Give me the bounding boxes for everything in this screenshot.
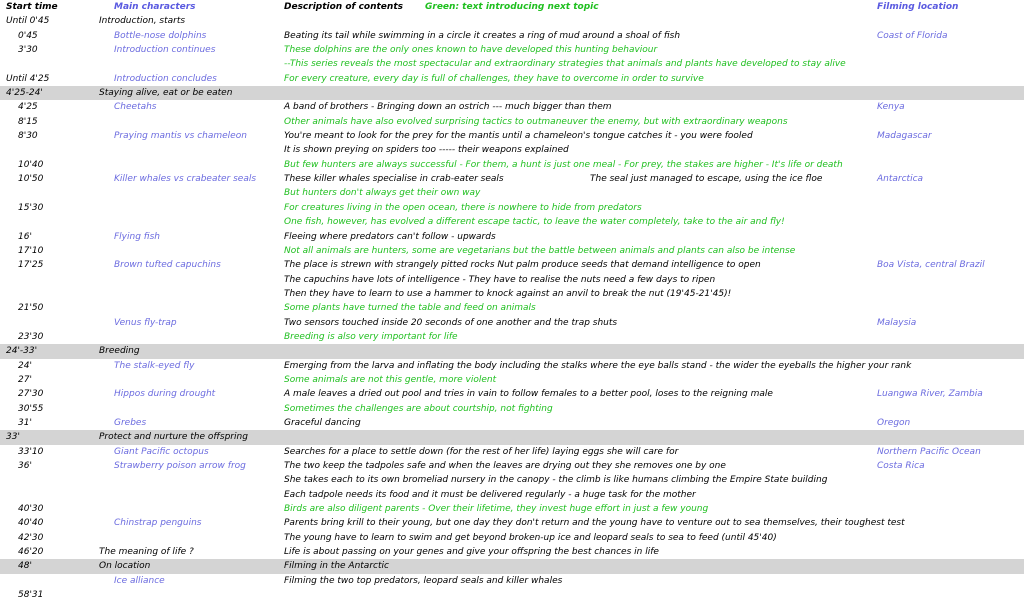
cell-description: Parents bring krill to their young, but one day they don't return and the young have to venture out to sea themselves, their toughest test [284,518,905,529]
cell-description: The place is strewn with strangely pitted rocks Nut palm produce seeds that demand intelligence to open [284,260,761,271]
cell-time: 15'30 [18,202,44,213]
cell-character: Introduction concludes [114,73,217,84]
table-row [0,273,1024,287]
cell-location: Madagascar [877,131,932,142]
cell-character: Giant Pacific octopus [114,446,209,457]
cell-character: Hippos during drought [114,389,216,400]
table-row [0,301,1024,315]
cell-description: It is shown preying on spiders too ----- their weapons explained [284,145,569,156]
cell-time: 4'25-24' [6,88,43,99]
cell-location: Costa Rica [877,461,925,471]
cell-location: Boa Vista, central Brazil [877,260,985,271]
table-row [0,387,1024,401]
cell-character: Introduction continues [114,45,216,56]
header-green-note: Green: text introducing next topic [425,2,599,12]
table-row [0,316,1024,330]
table-row [0,72,1024,86]
cell-time: 21'50 [18,303,44,314]
cell-character: Protect and nurture the offspring [99,432,248,443]
table-row [0,545,1024,559]
cell-time: 30'55 [18,403,44,414]
cell-location: Antarctica [877,174,924,185]
cell-time: 8'30 [18,131,38,142]
cell-description-extra: The seal just managed to escape, using the ice floe [590,174,823,185]
cell-description: Birds are also diligent parents - Over their lifetime, they invest huge effort in just a few young [284,504,709,515]
cell-character: Strawberry poison arrow frog [114,461,246,471]
table-row [0,100,1024,114]
table-row [0,172,1024,186]
cell-character: Brown tufted capuchins [114,260,221,271]
table-row [0,215,1024,229]
cell-description: The capuchins have lots of intelligence - They have to realise the nuts need a few days to ripen [284,274,716,285]
cell-character: Breeding [99,346,140,357]
cell-character: Grebes [114,417,147,428]
cell-location: Northern Pacific Ocean [877,446,981,457]
cell-description: --This series reveals the most spectacular and extraordinary strategies that animals and plants have developed to stay alive [284,59,846,70]
cell-time: 46'20 [18,547,44,558]
table-row [0,258,1024,272]
cell-character: Venus fly-trap [114,317,177,328]
header-time: Start time [6,2,58,12]
cell-time: 36' [18,461,32,471]
header-location: Filming location [877,2,959,12]
table-row [0,445,1024,459]
cell-description: But hunters don't always get their own way [284,188,481,199]
table-row [0,201,1024,215]
cell-time: 42'30 [18,532,44,543]
cell-description: The young have to learn to swim and get beyond broken-up ice and leopard seals to sea to feed (until 45'40) [284,532,777,543]
cell-location: Coast of Florida [877,30,948,41]
cell-description: Not all animals are hunters, some are vegetarians but the battle between animals and plants can also be intense [284,245,796,256]
table-row [0,373,1024,387]
cell-character: On location [99,561,151,572]
cell-time: 23'30 [18,331,44,342]
section-row [0,344,1024,358]
table-row [0,402,1024,416]
cell-time: 40'40 [18,518,44,529]
cell-time: 31' [18,417,32,428]
cell-time: 10'50 [18,174,44,185]
header-description: Description of contents [284,2,403,12]
cell-description: Some animals are not this gentle, more violent [284,374,497,385]
cell-description: Breeding is also very important for life [284,331,458,342]
cell-time: 16' [18,231,32,242]
cell-description: A band of brothers - Bringing down an ostrich --- much bigger than them [284,102,612,113]
table-row [0,287,1024,301]
cell-description: Each tadpole needs its food and it must be delivered regularly - a huge task for the mother [284,489,696,500]
cell-time: 3'30 [18,45,38,56]
table-row [0,574,1024,588]
cell-description: Sometimes the challenges are about courtship, not fighting [284,403,553,414]
table-row [0,57,1024,71]
cell-description: Some plants have turned the table and feed on animals [284,303,536,314]
cell-time: 8'15 [18,116,38,127]
cell-character: Chinstrap penguins [114,518,202,529]
cell-character: Cheetahs [114,102,157,113]
table-row [0,488,1024,502]
cell-time: 33'10 [18,446,44,457]
cell-character: Praying mantis vs chameleon [114,131,247,142]
cell-description: These killer whales specialise in crab-eater seals [284,174,504,185]
cell-description: These dolphins are the only ones known to have developed this hunting behaviour [284,45,658,56]
cell-time: 10'40 [18,159,44,170]
cell-character: Killer whales vs crabeater seals [114,174,257,185]
table-row [0,14,1024,28]
cell-time: 27' [18,374,32,385]
section-row [0,430,1024,444]
cell-description: The two keep the tadpoles safe and when the leaves are drying out they she removes one by one [284,461,726,471]
cell-description: Searches for a place to settle down (for the rest of her life) laying eggs she will care for [284,446,679,457]
table-row [0,459,1024,473]
cell-description: For every creature, every day is full of challenges, they have to overcome in order to survive [284,73,704,84]
cell-description: Other animals have also evolved surprising tactics to outmaneuver the enemy, but with extraordinary weapons [284,116,788,127]
cell-description: She takes each to its own bromeliad nursery in the canopy - the climb is like humans climbing the Empire State building [284,475,828,486]
cell-location: Malaysia [877,317,917,328]
cell-description: Then they have to learn to use a hammer to knock against an anvil to break the nut (19'45-21'45)! [284,288,732,299]
table-row [0,143,1024,157]
cell-description: Two sensors touched inside 20 seconds of one another and the trap shuts [284,317,618,328]
cell-location: Luangwa River, Zambia [877,389,983,400]
table-body [0,14,1024,602]
table-row [0,129,1024,143]
cell-description: But few hunters are always successful - For them, a hunt is just one meal - For prey, the stakes are higher - It's life or death [284,159,843,170]
table-row [0,158,1024,172]
cell-description: One fish, however, has evolved a different escape tactic, to leave the water completely, take to the air and fly! [284,217,785,228]
cell-time: 58'31 [18,590,44,601]
cell-location: Oregon [877,417,911,428]
table-row [0,330,1024,344]
cell-description: You're meant to look for the prey for the mantis until a chameleon's tongue catches it - you were fooled [284,131,753,142]
cell-time: 24' [18,360,32,371]
cell-time: 40'30 [18,504,44,515]
cell-time: Until 4'25 [6,73,50,84]
table-row [0,473,1024,487]
cell-time: 24'-33' [6,346,38,357]
header-characters: Main characters [114,2,196,12]
cell-character: Introduction, starts [99,16,186,27]
table-row [0,43,1024,57]
cell-time: 27'30 [18,389,44,400]
cell-character: Flying fish [114,231,160,242]
cell-description: Life is about passing on your genes and give your offspring the best chances in life [284,547,659,558]
cell-description: Filming the two top predators, leopard seals and killer whales [284,575,563,586]
table-row [0,186,1024,200]
cell-character: Staying alive, eat or be eaten [99,88,233,99]
table-row [0,115,1024,129]
section-row [0,86,1024,100]
cell-time: Until 0'45 [6,16,50,27]
cell-time: 0'45 [18,30,38,41]
table-row [0,244,1024,258]
table-row [0,359,1024,373]
cell-time: 4'25 [18,102,38,113]
table-row [0,531,1024,545]
table-row [0,502,1024,516]
table-row [0,29,1024,43]
cell-character: The meaning of life ? [99,547,194,558]
section-row [0,559,1024,573]
cell-time: 48' [18,561,32,572]
cell-description: For creatures living in the open ocean, there is nowhere to hide from predators [284,202,642,213]
table-row [0,230,1024,244]
cell-time: 33' [6,432,20,443]
cell-time: 17'10 [18,245,44,256]
table-row [0,588,1024,602]
header-row [0,0,1024,14]
cell-location: Kenya [877,102,905,113]
table-row [0,416,1024,430]
table-row [0,516,1024,530]
cell-description: Filming in the Antarctic [284,561,389,572]
cell-character: The stalk-eyed fly [114,360,195,371]
cell-description: Fleeing where predators can't follow - upwards [284,231,496,242]
cell-description: Emerging from the larva and inflating the body including the stalks where the eye balls stand - the wider the eyeballs the higher your rank [284,360,912,371]
cell-time: 17'25 [18,260,44,271]
cell-character: Ice alliance [114,575,165,586]
cell-description: Beating its tail while swimming in a circle it creates a ring of mud around a shoal of fish [284,30,681,41]
cell-description: A male leaves a dried out pool and tries in vain to follow females to a better pool, loses to the reigning male [284,389,773,400]
cell-description: Graceful dancing [284,417,361,428]
cell-character: Bottle-nose dolphins [114,30,207,41]
